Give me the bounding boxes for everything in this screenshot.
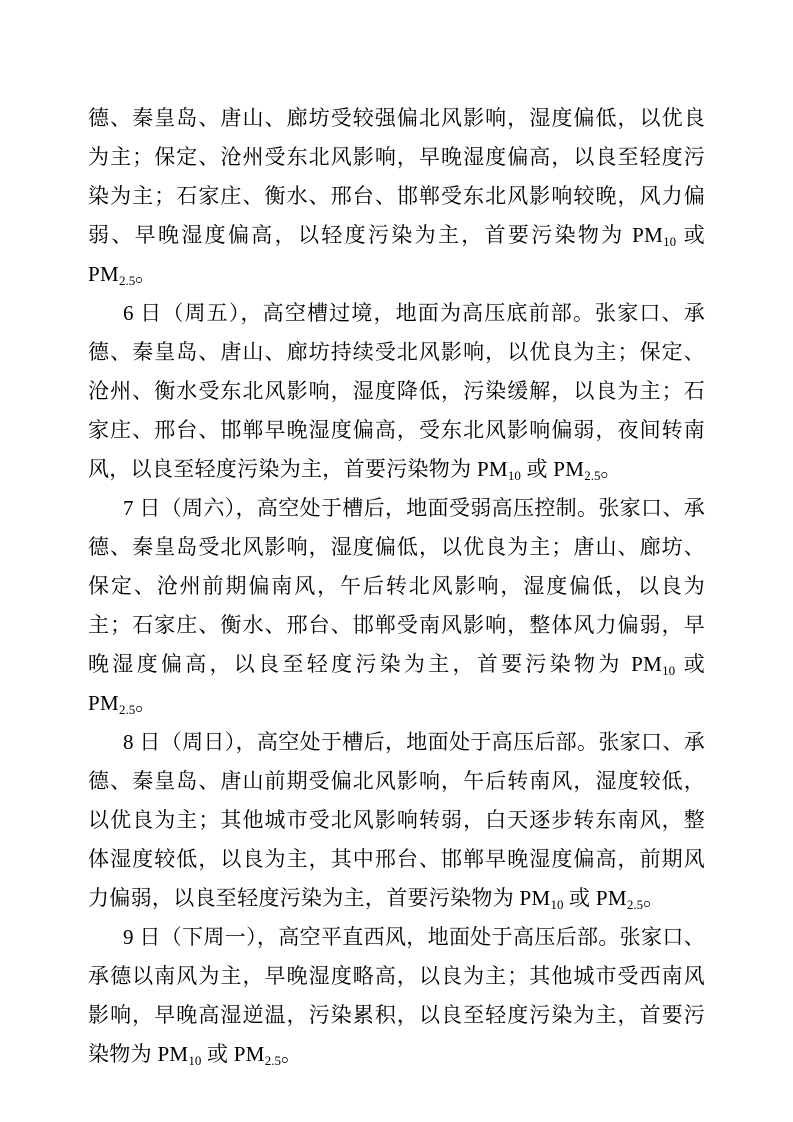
subscript-text: 2.5 [626,897,644,912]
text-run: 9 日（下周一），高空平直西风，地面处于高压后部。张家口、承德以南风为主，早晚湿度略高，以良为主；其他城市受西南风影响，早晚高湿逆温，污染累积，以良至轻度污染为主，首要污染物为 PM [88,925,705,1066]
paragraph-continuation [88,99,705,294]
paragraph-day6-friday [88,294,705,489]
text-run: 或 PM [563,886,627,910]
subscript-text: 2.5 [584,468,601,483]
subscript-text: 10 [663,234,677,249]
text-run: 。 [600,457,622,481]
document-body [88,99,705,1074]
text-run: 或 PM [88,223,705,286]
paragraph-day8-sunday [88,723,705,918]
text-run: 。 [643,886,665,910]
paragraph-day7-saturday [88,489,705,723]
text-run: 。 [135,262,157,286]
text-run: 德、秦皇岛、唐山、廊坊受较强偏北风影响，湿度偏低，以优良为主；保定、沧州受东北风影响，早晚湿度偏高，以良至轻度污染为主；石家庄、衡水、邢台、邯郸受东北风影响较晚，风力偏弱、早晚湿度偏高，以轻度污染为主，首要污染物为 PM [88,106,705,247]
text-run: 6 日（周五），高空槽过境，地面为高压底前部。张家口、承德、秦皇岛、唐山、廊坊持续受北风影响，以优良为主；保定、沧州、衡水受东北风影响，湿度降低，污染缓解，以良为主；石家庄、邢台、邯郸早晚湿度偏高，受东北风影响偏弱，夜间转南风，以良至轻度污染为主，首要污染物为 PM [88,301,705,481]
subscript-text: 2.5 [118,702,136,717]
text-run: 7 日（周六），高空处于槽后，地面受弱高压控制。张家口、承德、秦皇岛受北风影响，湿度偏低，以优良为主；唐山、廊坊、保定、沧州前期偏南风，午后转北风影响，湿度偏低，以良为主；石家庄、衡水、邢台、邯郸受南风影响，整体风力偏弱，早晚湿度偏高，以良至轻度污染为主，首要污染物为 PM [88,496,705,676]
subscript-text: 10 [507,468,521,483]
subscript-text: 2.5 [118,273,136,288]
text-run: 。 [135,691,157,715]
subscript-text: 10 [188,1053,202,1068]
text-run: 。 [281,1042,303,1066]
text-run: 或 PM [201,1042,265,1066]
text-run: 或 PM [520,457,585,481]
text-run: 8 日（周日），高空处于槽后，地面处于高压后部。张家口、承德、秦皇岛、唐山前期受偏北风影响，午后转南风，湿度较低，以优良为主；其他城市受北风影响转弱，白天逐步转东南风，整体湿度较低，以良为主，其中邢台、邯郸早晚湿度偏高，前期风力偏弱，以良至轻度污染为主，首要污染物为 PM [88,730,705,910]
subscript-text: 10 [662,663,676,678]
subscript-text: 2.5 [264,1053,282,1068]
paragraph-day9-next-monday [88,918,705,1074]
text-run: 或 PM [88,652,705,715]
subscript-text: 10 [550,897,564,912]
